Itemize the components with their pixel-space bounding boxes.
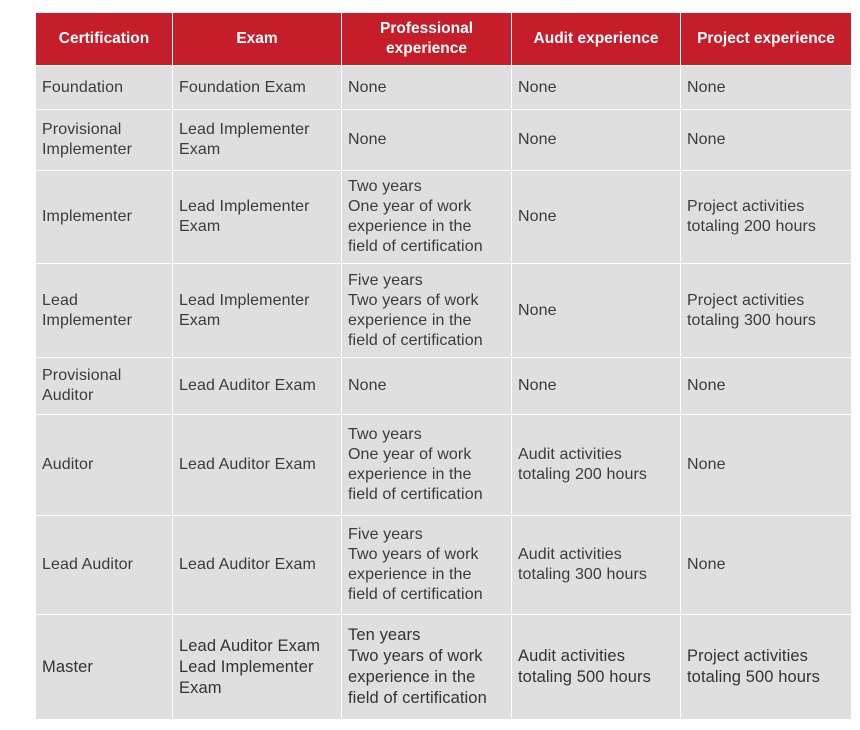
table-cell-certification: Implementer (36, 171, 172, 263)
table-cell-project-experience: Project activities totaling 200 hours (681, 171, 851, 263)
header-professional-experience: Professional experience (342, 13, 511, 65)
table-cell-audit-experience: Audit activities totaling 500 hours (512, 615, 680, 719)
table-cell-professional-experience: None (342, 110, 511, 170)
table-cell-audit-experience: None (512, 110, 680, 170)
table-cell-certification: Provisional Implementer (36, 110, 172, 170)
table-cell-project-experience: None (681, 516, 851, 614)
table-cell-professional-experience: Two years One year of work experience in the field of certification (342, 415, 511, 515)
table-cell-professional-experience: Five years Two years of work experience in the field of certification (342, 264, 511, 357)
table-cell-project-experience: None (681, 66, 851, 109)
table-cell-certification: Provisional Auditor (36, 358, 172, 414)
table-cell-certification: Lead Auditor (36, 516, 172, 614)
header-audit-experience: Audit experience (512, 13, 680, 65)
table-cell-exam: Lead Implementer Exam (173, 110, 341, 170)
table-cell-exam: Lead Auditor Exam Lead Implementer Exam (173, 615, 341, 719)
header-exam: Exam (173, 13, 341, 65)
table-cell-professional-experience: Two years One year of work experience in the field of certification (342, 171, 511, 263)
table-cell-project-experience: Project activities totaling 300 hours (681, 264, 851, 357)
table-cell-project-experience: None (681, 415, 851, 515)
table-cell-audit-experience: None (512, 171, 680, 263)
table-cell-certification: Foundation (36, 66, 172, 109)
header-project-experience: Project experience (681, 13, 851, 65)
table-cell-professional-experience: Five years Two years of work experience in the field of certification (342, 516, 511, 614)
table-cell-audit-experience: None (512, 358, 680, 414)
table-cell-exam: Lead Auditor Exam (173, 516, 341, 614)
table-cell-professional-experience: None (342, 66, 511, 109)
table-cell-professional-experience: None (342, 358, 511, 414)
table-cell-audit-experience: None (512, 264, 680, 357)
table-cell-certification: Master (36, 615, 172, 719)
table-cell-exam: Lead Auditor Exam (173, 358, 341, 414)
certification-table (36, 13, 847, 713)
table-cell-professional-experience: Ten years Two years of work experience in the field of certification (342, 615, 511, 719)
table-cell-project-experience: None (681, 110, 851, 170)
table-cell-exam: Lead Implementer Exam (173, 171, 341, 263)
table-cell-project-experience: None (681, 358, 851, 414)
table-cell-exam: Foundation Exam (173, 66, 341, 109)
table-cell-audit-experience: Audit activities totaling 300 hours (512, 516, 680, 614)
table-cell-audit-experience: Audit activities totaling 200 hours (512, 415, 680, 515)
table-cell-audit-experience: None (512, 66, 680, 109)
table-cell-exam: Lead Auditor Exam (173, 415, 341, 515)
table-cell-certification: Auditor (36, 415, 172, 515)
table-cell-project-experience: Project activities totaling 500 hours (681, 615, 851, 719)
table-cell-certification: Lead Implementer (36, 264, 172, 357)
table-cell-exam: Lead Implementer Exam (173, 264, 341, 357)
header-certification: Certification (36, 13, 172, 65)
